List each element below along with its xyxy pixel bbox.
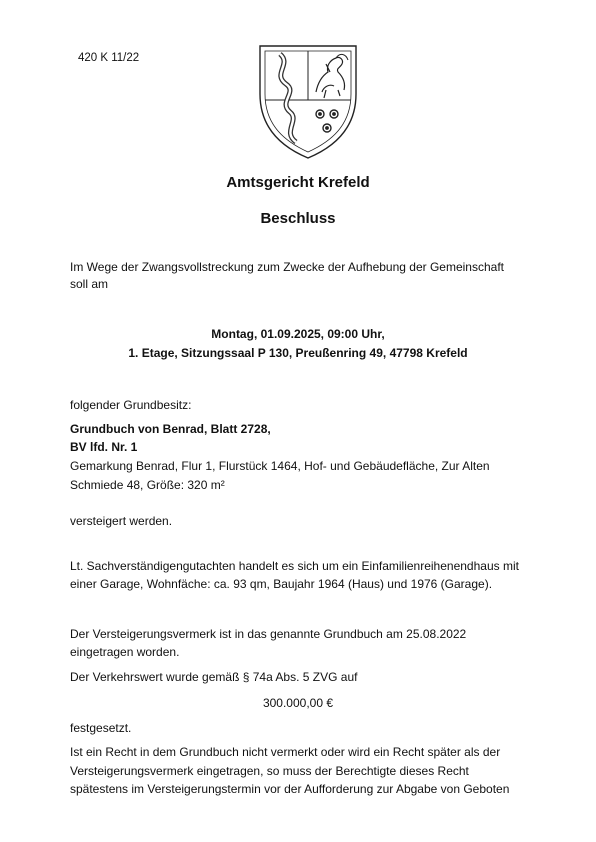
property-description-line-2: Schmiede 48, Größe: 320 m²	[70, 478, 225, 492]
rights-notice-line-3: spätestens im Versteigerungstermin vor der Aufforderung zur Abgabe von Geboten	[70, 782, 510, 796]
intro-line-2: soll am	[70, 277, 109, 291]
expert-report-line-1: Lt. Sachverständigengutachten handelt es sich um ein Einfamilienreihenendhaus mit	[70, 559, 519, 573]
court-name: Amtsgericht Krefeld	[226, 174, 370, 191]
expert-report-line-2: einer Garage, Wohnfäche: ca. 93 qm, Baujahr 1964 (Haus) und 1976 (Garage).	[70, 577, 493, 591]
registration-line-1: Der Versteigerungsvermerk ist in das genannte Grundbuch am 25.08.2022	[70, 627, 467, 641]
valuation-suffix: festgesetzt.	[70, 721, 132, 735]
document-title: Beschluss	[260, 210, 336, 227]
nrw-coat-of-arms-icon	[256, 42, 360, 160]
intro-line-1: Im Wege der Zwangsvollstreckung zum Zwecke der Aufhebung der Gemeinschaft	[70, 260, 504, 274]
valuation-amount: 300.000,00 €	[262, 696, 334, 710]
registration-line-2: eingetragen worden.	[70, 645, 180, 659]
property-register: Grundbuch von Benrad, Blatt 2728,	[70, 422, 271, 436]
case-number: 420 K 11/22	[78, 52, 140, 64]
property-item: BV lfd. Nr. 1	[70, 440, 138, 454]
appointment-date-time: Montag, 01.09.2025, 09:00 Uhr,	[211, 327, 385, 341]
rights-notice-line-1: Ist ein Recht in dem Grundbuch nicht vermerkt oder wird ein Recht später als der	[70, 745, 501, 759]
property-description-line-1: Gemarkung Benrad, Flur 1, Flurstück 1464, Hof- und Gebäudefläche, Zur Alten	[70, 459, 490, 473]
valuation-line: Der Verkehrswert wurde gemäß § 74a Abs. 5 ZVG auf	[70, 670, 358, 684]
appointment-location: 1. Etage, Sitzungssaal P 130, Preußenring 49, 47798 Krefeld	[128, 346, 468, 360]
property-label: folgender Grundbesitz:	[70, 398, 192, 412]
rights-notice-line-2: Versteigerungsvermerk eingetragen, so muss der Berechtigte dieses Recht	[70, 764, 469, 778]
auction-verb: versteigert werden.	[70, 514, 173, 528]
